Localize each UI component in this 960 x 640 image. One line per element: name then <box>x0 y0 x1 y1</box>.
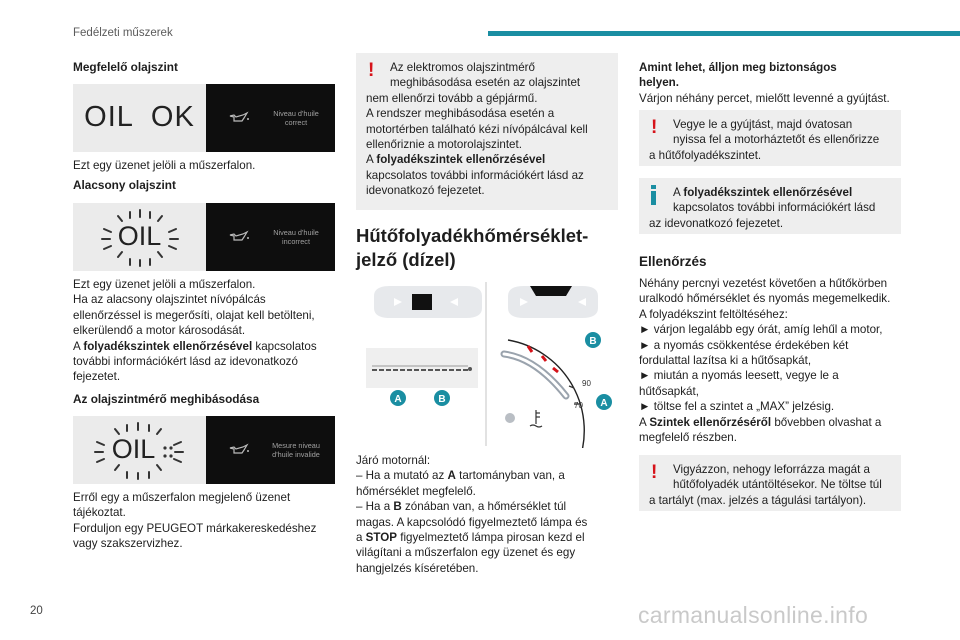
cluster-illustration-right <box>508 286 598 318</box>
zone-b-marker-left <box>434 390 450 406</box>
oil-can-icon <box>228 111 250 123</box>
fluid-info-box: A folyadékszintek ellenőrzésével kapcsolatos további információkért lásd az idevonatkozó fejezetet. <box>639 178 901 234</box>
svg-text:90: 90 <box>582 379 591 388</box>
temperature-dial <box>504 340 591 448</box>
oil-ok-caption: Ezt egy üzenet jelöli a műszerfalon. <box>73 159 256 172</box>
zone-a-marker-right <box>596 394 612 410</box>
page-number: 20 <box>30 605 43 617</box>
oil-ok-message: Niveau d'huile correct <box>273 109 319 127</box>
svg-text:A: A <box>600 398 608 409</box>
svg-text:A: A <box>394 394 402 405</box>
oil-fault-text: Erről egy a műszerfalon megjelenő üzenet tájékoztat. Forduljon egy PEUGEOT márkakereskedéshez vagy szakszervizhez. <box>73 491 317 551</box>
svg-text:B: B <box>589 336 597 347</box>
oil-fault-display <box>73 416 335 484</box>
zone-a-marker-left <box>390 390 406 406</box>
coolant-section-title: Hűtőfolyadékhőmérséklet- jelző (dízel) <box>356 225 589 270</box>
oil-low-label: OIL <box>117 221 162 252</box>
oil-low-right-screen <box>206 203 335 271</box>
oil-fault-right-screen <box>206 416 335 484</box>
oil-ok-heading: Megfelelő olajszint <box>73 60 178 74</box>
oil-can-icon <box>228 230 250 242</box>
info-icon <box>651 185 656 205</box>
header-accent-bar <box>488 31 960 36</box>
oil-ok-left-screen <box>73 84 206 152</box>
oil-ok-right-screen <box>206 84 335 152</box>
warning-exclamation-icon: ! <box>368 60 375 81</box>
coolant-running-text: Járó motornál: – Ha a mutató az A tartományban van, a hőmérséklet megfelelő. – Ha a B zónában van, a hőmérséklet túl magas. A kapcsolódó figyelmeztető lámpa és a STOP figyelmeztető lámpa pirosan kezd el világítani a műszerfalon egy üzenet és egy hangjelzés kíséretében. <box>356 454 588 575</box>
svg-text:70: 70 <box>574 401 583 410</box>
svg-text:B: B <box>438 394 446 405</box>
warning-exclamation-icon: ! <box>651 117 658 138</box>
oil-low-left-screen <box>73 203 206 271</box>
oil-fault-label: OIL <box>111 434 156 465</box>
stop-safely-text: Amint lehet, álljon meg biztonságos helyen. Várjon néhány percet, mielőtt levenné a gyújtást. <box>639 61 890 105</box>
oil-low-heading: Alacsony olajszint <box>73 178 176 192</box>
watermark: carmanualsonline.info <box>638 602 869 628</box>
page-header-title: Fedélzeti műszerek <box>73 27 173 39</box>
oil-fault-message: Mesure niveau d'huile invalide <box>272 441 320 459</box>
oil-gauge-warning-box: ! Az elektromos olajszintmérő meghibásodása esetén az olajszintet nem ellenőrzi tovább a gépjármű. A rendszer meghibásodása esetén a motortérben található kézi nívópálcával kell ellenőriznie a motorolajszintet. A folyadékszintek ellenőrzésével kapcsolatos további információkért lásd az idevonatkozó fejezetet. <box>356 53 618 210</box>
oil-can-icon <box>228 443 250 455</box>
oil-low-message: Niveau d'huile incorrect <box>273 228 319 246</box>
oil-fault-left-screen <box>73 416 206 484</box>
oil-ok-label: OIL OK <box>84 101 195 134</box>
warning-exclamation-icon: ! <box>651 462 658 483</box>
fluid-level-reference: folyadékszintek ellenőrzésével <box>83 339 253 353</box>
oil-fault-heading: Az olajszintmérő meghibásodása <box>73 392 260 406</box>
check-instructions: Néhány percnyi vezetést követően a hűtőkörben uralkodó hőmérséklet és nyomás megemelkedik. A folyadékszint feltöltéséhez: ► várjon legalább egy órát, amíg lehűl a motor, ► a nyomás csökkentése érdekében két fordulattal lazítsa ki a hűtősapkát, ► miután a nyomás leesett, vegye le a hűtősapkát, ► töltse fel a szintet a „MAX” jelzésig. A Szintek ellenőrzéséről bővebben olvashat a megfelelő részben. <box>639 277 891 445</box>
oil-ok-display <box>73 84 335 152</box>
oil-low-display <box>73 203 335 271</box>
oil-low-text: Ezt egy üzenet jelöli a műszerfalon. Ha az alacsony olajszintet nívópálcás ellenőrzéssel is megerősíti, olajat kell betölteni, elkerülendő a motor károsodását. A folyadékszintek ellenőrzésével kapcsolatos további információkért lásd az idevonatkozó fejezetet. <box>73 278 317 384</box>
coolant-gauge-diagram <box>360 278 622 448</box>
cluster-illustration-left <box>374 286 482 318</box>
scald-warning-box: ! Vigyázzon, nehogy leforrázza magát a hűtőfolyadék utántöltésekor. Ne töltse túl a tartályt (max. jelzés a tágulási tartályon). <box>639 455 901 511</box>
coolant-warning-box: ! Vegye le a gyújtást, majd óvatosan nyissa fel a motorháztetőt és ellenőrizze a hűtőfolyadékszintet. <box>639 110 901 166</box>
bar-gauge-illustration <box>366 348 478 388</box>
check-section-title: Ellenőrzés <box>639 254 707 269</box>
zone-b-marker-right <box>585 332 601 348</box>
